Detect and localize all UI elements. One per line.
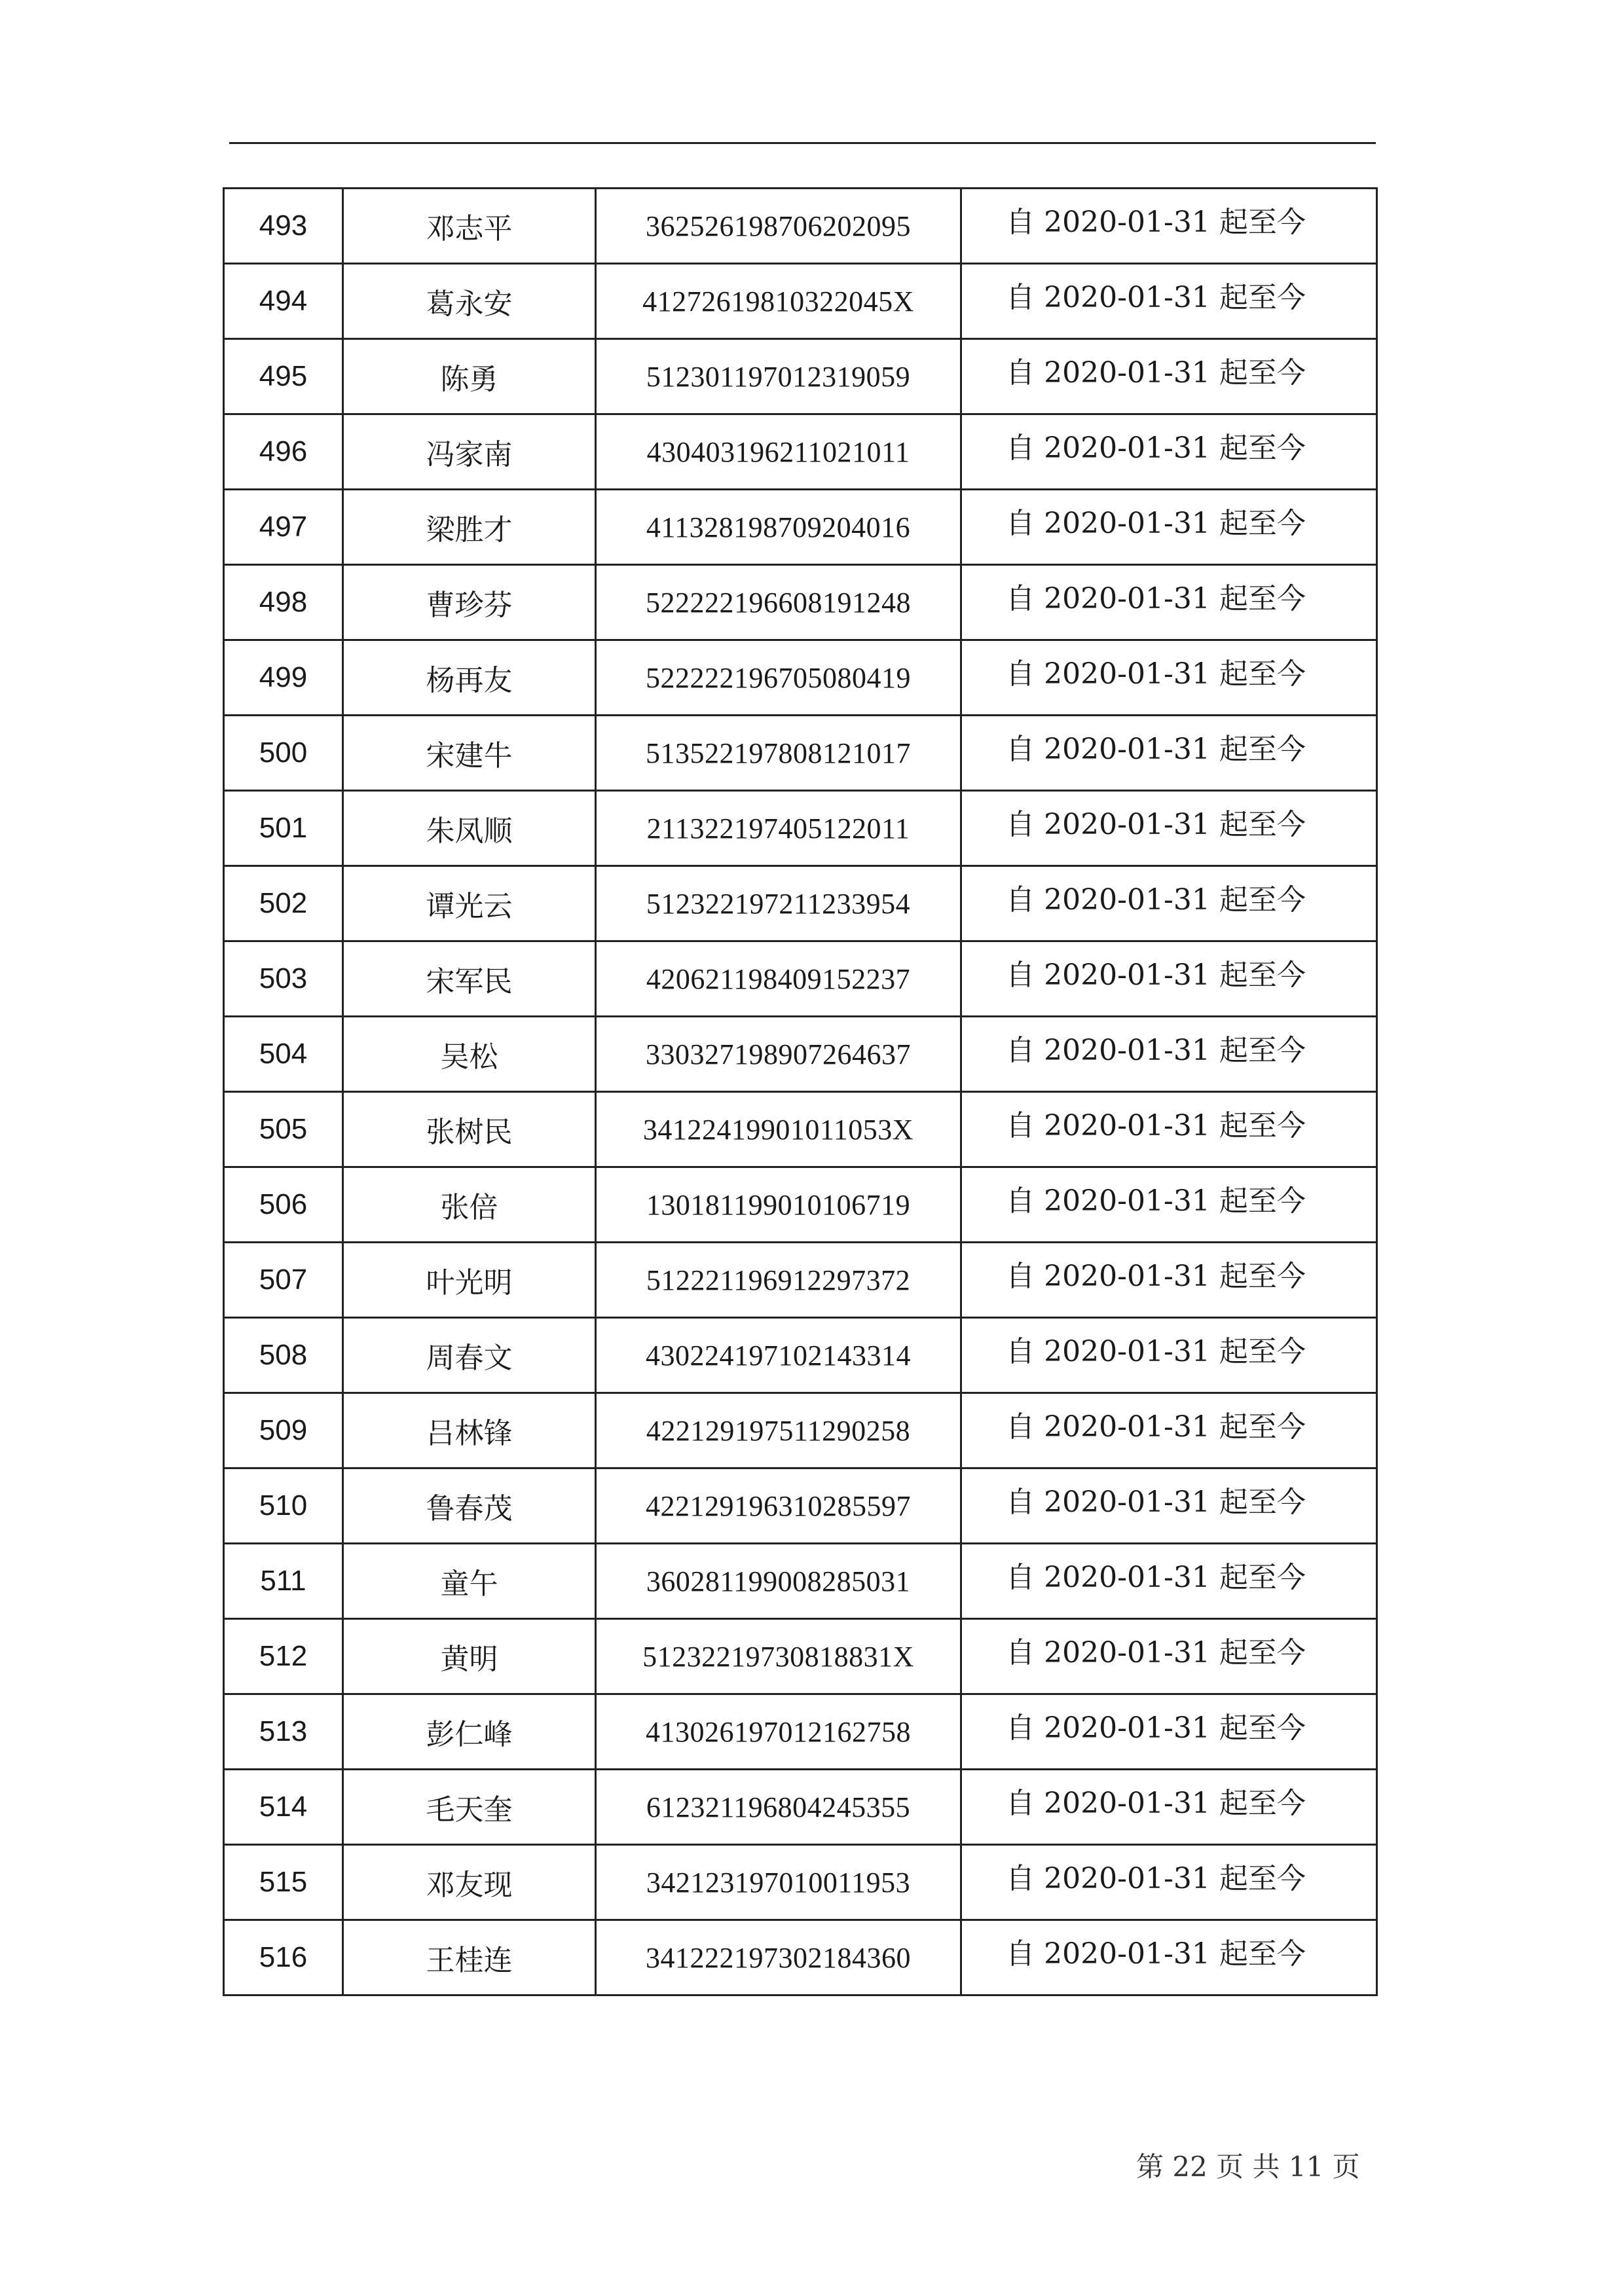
table-row [224, 1393, 1377, 1468]
name-cell: 鲁春茂 [343, 1468, 596, 1544]
effective-date-text: 自 2020-01-31 起至今 [1006, 1636, 1306, 1669]
id-number-cell: 430224197102143314 [596, 1318, 961, 1393]
table-row [224, 1619, 1377, 1694]
name-cell: 邓志平 [343, 189, 596, 264]
id-number-cell: 430403196211021011 [596, 414, 961, 490]
effective-date-text: 自 2020-01-31 起至今 [1006, 1711, 1306, 1745]
effective-date-text: 自 2020-01-31 起至今 [1006, 733, 1306, 766]
row-number-cell: 502 [224, 866, 343, 941]
effective-date-text: 自 2020-01-31 起至今 [1006, 281, 1306, 314]
effective-date-text: 自 2020-01-31 起至今 [1006, 507, 1306, 540]
row-number-cell: 503 [224, 941, 343, 1017]
effective-date-text: 自 2020-01-31 起至今 [1006, 1862, 1306, 1895]
name-cell: 陈勇 [343, 339, 596, 414]
row-number-cell: 496 [224, 414, 343, 490]
row-number-cell: 504 [224, 1017, 343, 1092]
effective-date-text: 自 2020-01-31 起至今 [1006, 1260, 1306, 1293]
id-number-cell: 34122419901011053X [596, 1092, 961, 1167]
name-cell: 张倍 [343, 1167, 596, 1243]
id-number-cell: 413026197012162758 [596, 1694, 961, 1770]
name-cell: 谭光云 [343, 866, 596, 941]
effective-date-cell [961, 1318, 1377, 1393]
table-row [224, 189, 1377, 264]
table-row [224, 1318, 1377, 1393]
id-number-cell: 360281199008285031 [596, 1544, 961, 1619]
row-number-cell: 512 [224, 1619, 343, 1694]
effective-date-cell [961, 1770, 1377, 1845]
effective-date-cell [961, 189, 1377, 264]
effective-date-cell [961, 1920, 1377, 1995]
name-cell: 毛天奎 [343, 1770, 596, 1845]
name-cell: 叶光明 [343, 1243, 596, 1318]
id-number-cell: 522222196608191248 [596, 565, 961, 640]
name-cell: 曹珍芬 [343, 565, 596, 640]
effective-date-text: 自 2020-01-31 起至今 [1006, 657, 1306, 691]
name-cell: 杨再友 [343, 640, 596, 716]
row-number-cell: 515 [224, 1845, 343, 1920]
row-number-cell: 516 [224, 1920, 343, 1995]
name-cell: 梁胜才 [343, 490, 596, 565]
table-row [224, 1017, 1377, 1092]
name-cell: 邓友现 [343, 1845, 596, 1920]
effective-date-text: 自 2020-01-31 起至今 [1006, 1335, 1306, 1368]
name-cell: 朱凤顺 [343, 791, 596, 866]
effective-date-cell [961, 414, 1377, 490]
row-number-cell: 506 [224, 1167, 343, 1243]
table-row [224, 339, 1377, 414]
table-row [224, 1845, 1377, 1920]
table-row [224, 716, 1377, 791]
name-cell: 彭仁峰 [343, 1694, 596, 1770]
id-number-cell: 341222197302184360 [596, 1920, 961, 1995]
table-row [224, 640, 1377, 716]
table-row [224, 866, 1377, 941]
effective-date-text: 自 2020-01-31 起至今 [1006, 1109, 1306, 1142]
row-number-cell: 511 [224, 1544, 343, 1619]
effective-date-cell [961, 941, 1377, 1017]
effective-date-cell [961, 565, 1377, 640]
effective-date-cell [961, 264, 1377, 339]
table-row [224, 565, 1377, 640]
roster-table-body [224, 189, 1377, 1995]
id-number-cell: 512221196912297372 [596, 1243, 961, 1318]
effective-date-cell [961, 1092, 1377, 1167]
row-number-cell: 501 [224, 791, 343, 866]
id-number-cell: 342123197010011953 [596, 1845, 961, 1920]
name-cell: 周春文 [343, 1318, 596, 1393]
roster-table-container [223, 187, 1376, 1996]
id-number-cell: 422129197511290258 [596, 1393, 961, 1468]
name-cell: 葛永安 [343, 264, 596, 339]
effective-date-cell [961, 1468, 1377, 1544]
row-number-cell: 513 [224, 1694, 343, 1770]
effective-date-text: 自 2020-01-31 起至今 [1006, 206, 1306, 239]
effective-date-cell [961, 1167, 1377, 1243]
row-number-cell: 508 [224, 1318, 343, 1393]
id-number-cell: 411328198709204016 [596, 490, 961, 565]
id-number-cell: 513522197808121017 [596, 716, 961, 791]
id-number-cell: 522222196705080419 [596, 640, 961, 716]
effective-date-cell [961, 791, 1377, 866]
effective-date-text: 自 2020-01-31 起至今 [1006, 883, 1306, 917]
roster-table [223, 187, 1378, 1996]
row-number-cell: 494 [224, 264, 343, 339]
effective-date-cell [961, 1544, 1377, 1619]
row-number-cell: 493 [224, 189, 343, 264]
effective-date-text: 自 2020-01-31 起至今 [1006, 431, 1306, 465]
id-number-cell: 330327198907264637 [596, 1017, 961, 1092]
page-number-footer: 第 22 页 共 11 页 [1136, 2151, 1360, 2183]
table-row [224, 1167, 1377, 1243]
name-cell: 童午 [343, 1544, 596, 1619]
table-row [224, 1544, 1377, 1619]
effective-date-cell [961, 1845, 1377, 1920]
id-number-cell: 211322197405122011 [596, 791, 961, 866]
effective-date-cell [961, 1393, 1377, 1468]
effective-date-text: 自 2020-01-31 起至今 [1006, 1184, 1306, 1218]
name-cell: 张树民 [343, 1092, 596, 1167]
table-row [224, 490, 1377, 565]
row-number-cell: 499 [224, 640, 343, 716]
effective-date-text: 自 2020-01-31 起至今 [1006, 808, 1306, 841]
effective-date-cell [961, 490, 1377, 565]
name-cell: 黄明 [343, 1619, 596, 1694]
effective-date-text: 自 2020-01-31 起至今 [1006, 356, 1306, 390]
effective-date-text: 自 2020-01-31 起至今 [1006, 1410, 1306, 1444]
effective-date-cell [961, 716, 1377, 791]
row-number-cell: 497 [224, 490, 343, 565]
row-number-cell: 507 [224, 1243, 343, 1318]
effective-date-text: 自 2020-01-31 起至今 [1006, 1485, 1306, 1519]
table-row [224, 1092, 1377, 1167]
effective-date-text: 自 2020-01-31 起至今 [1006, 958, 1306, 992]
effective-date-cell [961, 1619, 1377, 1694]
id-number-cell: 130181199010106719 [596, 1167, 961, 1243]
name-cell: 冯家南 [343, 414, 596, 490]
name-cell: 吴松 [343, 1017, 596, 1092]
table-row [224, 264, 1377, 339]
table-row [224, 1468, 1377, 1544]
effective-date-text: 自 2020-01-31 起至今 [1006, 582, 1306, 615]
row-number-cell: 500 [224, 716, 343, 791]
effective-date-cell [961, 1694, 1377, 1770]
table-row [224, 1243, 1377, 1318]
effective-date-text: 自 2020-01-31 起至今 [1006, 1787, 1306, 1820]
table-row [224, 791, 1377, 866]
table-row [224, 1770, 1377, 1845]
effective-date-cell [961, 1243, 1377, 1318]
effective-date-cell [961, 339, 1377, 414]
row-number-cell: 505 [224, 1092, 343, 1167]
id-number-cell: 362526198706202095 [596, 189, 961, 264]
effective-date-cell [961, 1017, 1377, 1092]
row-number-cell: 495 [224, 339, 343, 414]
effective-date-cell [961, 866, 1377, 941]
table-row [224, 1694, 1377, 1770]
id-number-cell: 51232219730818831X [596, 1619, 961, 1694]
effective-date-text: 自 2020-01-31 起至今 [1006, 1034, 1306, 1067]
name-cell: 宋军民 [343, 941, 596, 1017]
name-cell: 王桂连 [343, 1920, 596, 1995]
name-cell: 吕林锋 [343, 1393, 596, 1468]
id-number-cell: 612321196804245355 [596, 1770, 961, 1845]
id-number-cell: 512322197211233954 [596, 866, 961, 941]
row-number-cell: 498 [224, 565, 343, 640]
effective-date-text: 自 2020-01-31 起至今 [1006, 1561, 1306, 1594]
header-rule [229, 142, 1376, 144]
effective-date-cell [961, 640, 1377, 716]
row-number-cell: 509 [224, 1393, 343, 1468]
table-row [224, 941, 1377, 1017]
row-number-cell: 510 [224, 1468, 343, 1544]
effective-date-text: 自 2020-01-31 起至今 [1006, 1937, 1306, 1971]
id-number-cell: 420621198409152237 [596, 941, 961, 1017]
table-row [224, 414, 1377, 490]
id-number-cell: 512301197012319059 [596, 339, 961, 414]
table-row [224, 1920, 1377, 1995]
id-number-cell: 41272619810322045X [596, 264, 961, 339]
name-cell: 宋建牛 [343, 716, 596, 791]
row-number-cell: 514 [224, 1770, 343, 1845]
id-number-cell: 422129196310285597 [596, 1468, 961, 1544]
